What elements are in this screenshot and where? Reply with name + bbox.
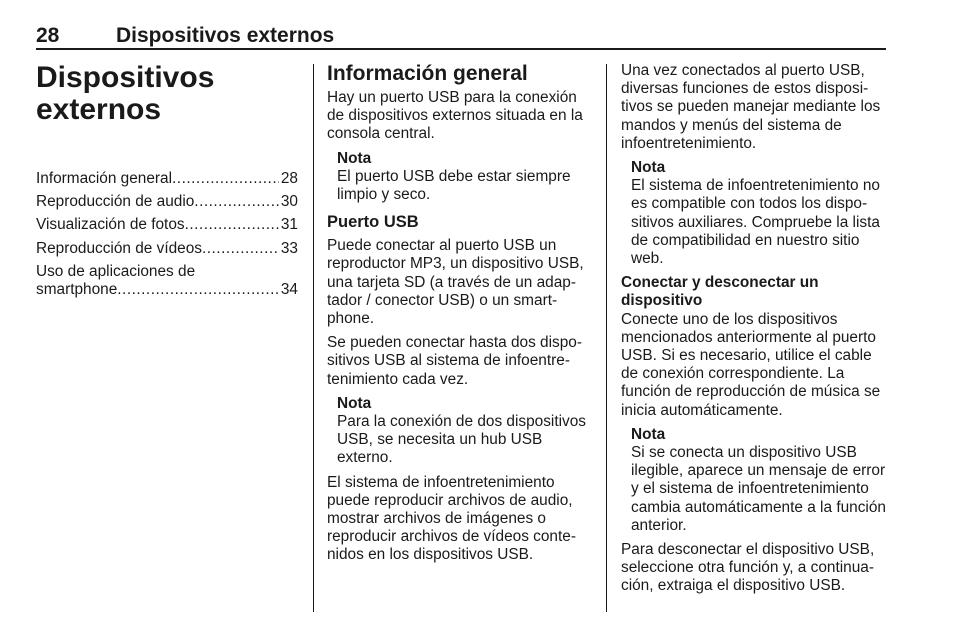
- toc-page: 33: [280, 239, 298, 257]
- toc-label: Visualización de fotos: [36, 216, 185, 234]
- column-divider-1: [313, 64, 314, 612]
- page-number: 28: [36, 24, 60, 47]
- column-usb-usage: [621, 62, 889, 602]
- note-text: Si se conecta un dispositivo USB ilegible, aparece un mensaje de error y el sistema de infoentretenimiento cambia automáticamente a la función anterior.: [631, 444, 886, 534]
- toc-entry[interactable]: [36, 240, 298, 258]
- note-text: El puerto USB debe estar siempre limpio y seco.: [337, 167, 571, 204]
- note-label: Nota: [631, 159, 666, 177]
- section-heading: Información general: [327, 62, 528, 85]
- toc-label-line2: smartphone: [36, 281, 118, 299]
- running-title: Dispositivos externos: [116, 24, 335, 47]
- note-block: [337, 150, 591, 205]
- column-toc: [36, 62, 298, 304]
- note-block: [631, 159, 889, 268]
- paragraph: Conecte uno de los dispositivos mencionados anteriormente al puerto USB. Si es necesario, utilice el cable de conexión correspondiente. La función de reproducción de música se inicia automáticamente.: [621, 310, 881, 419]
- table-of-contents: [36, 170, 298, 299]
- paragraph: Se pueden conectar hasta dos dispositivos USB al sistema de infoentretenimiento cada vez.: [327, 334, 582, 388]
- toc-page: 28: [280, 170, 298, 187]
- subsection-heading: Puerto USB: [327, 213, 419, 232]
- toc-label: Reproducción de vídeos: [36, 239, 202, 257]
- toc-leader: [172, 170, 279, 188]
- subsection-heading: Conectar y desconectar un dispositivo: [621, 274, 819, 310]
- paragraph: El sistema de infoentretenimiento puede reproducir archivos de audio, mostrar archivos de imágenes o reproducir archivos de vídeos contenidos en los dispositivos USB.: [327, 473, 576, 564]
- note-label: Nota: [337, 394, 372, 412]
- toc-entry[interactable]: [36, 216, 298, 234]
- note-block: [631, 426, 889, 535]
- toc-page: 34: [280, 281, 298, 299]
- paragraph: Para desconectar el dispositivo USB, seleccione otra función y, a continuación, extraiga el dispositivo USB.: [621, 541, 875, 595]
- toc-label: Reproducción de audio: [36, 193, 195, 211]
- paragraph: Una vez conectados al puerto USB, diversas funciones de estos dispositivos se pueden manejar mediante los mandos y menús del sistema de infoentretenimiento.: [621, 62, 881, 152]
- paragraph: Puede conectar al puerto USB un reproductor MP3, un dispositivo USB, una tarjeta SD (a través de un adaptador / conector USB) o un smartphone.: [327, 237, 584, 328]
- page-header: [36, 22, 886, 50]
- note-text: Para la conexión de dos dispositivos USB, se necesita un hub USB externo.: [337, 413, 586, 467]
- toc-leader: [185, 216, 279, 234]
- note-text: El sistema de infoentretenimiento no es compatible con todos los dispositivos auxiliares. Compruebe la lista de compatibilidad en nuestro sitio web.: [631, 177, 880, 268]
- toc-leader: [194, 193, 279, 211]
- header-rule: [36, 48, 886, 50]
- note-block: [337, 395, 591, 468]
- toc-page: 30: [280, 193, 298, 211]
- chapter-title: Dispositivos externos: [36, 61, 215, 126]
- toc-leader: [117, 281, 281, 299]
- column-divider-2: [606, 64, 607, 612]
- note-label: Nota: [337, 149, 372, 167]
- toc-page: 31: [280, 216, 298, 234]
- column-general-info: [327, 62, 591, 571]
- toc-entry[interactable]: [36, 193, 298, 211]
- toc-label-line1: Uso de aplicaciones de: [36, 262, 196, 280]
- toc-entry[interactable]: [36, 263, 298, 299]
- toc-entry[interactable]: [36, 170, 298, 188]
- note-label: Nota: [631, 425, 666, 443]
- toc-label: Información general: [36, 170, 173, 187]
- toc-leader: [202, 240, 279, 258]
- paragraph: Hay un puerto USB para la conexión de dispositivos externos situada en la consola central.: [327, 89, 583, 143]
